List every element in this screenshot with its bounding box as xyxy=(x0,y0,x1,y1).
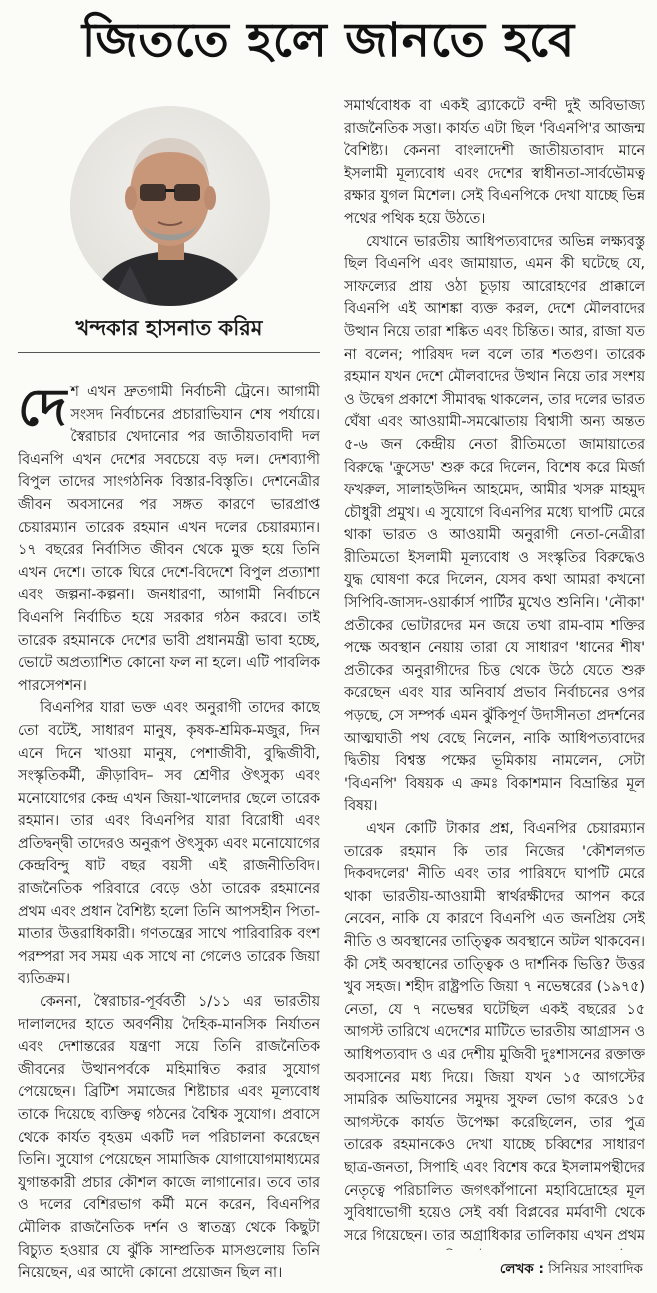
article-column-left xyxy=(18,381,320,1285)
author-byline: খন্দকার হাসনাত করিম xyxy=(75,316,263,340)
article-paragraph: সমার্থবোধক বা একই ব্র্যাকেটে বন্দী দুই অবিভাজ্য রাজনৈতিক সত্তা। কার্যত এটা ছিল 'বিএনপি'র আজন্ম বৈশিষ্ট্য। কেননা বাংলাদেশী জাতীয়তাবাদ মানে ইসলামী মূল্যবোধ এবং দেশের স্বাধীনতা-সার্বভৌমত্ব রক্ষার যুগল মিশেল। সেই বিএনপিকে দেখা যাচ্ছে ভিন্ন পথের পথিক হয়ে উঠতে। xyxy=(344,98,645,227)
article-paragraph xyxy=(344,818,645,1250)
author-note-label: লেখক : xyxy=(499,1261,544,1277)
byline-divider xyxy=(18,352,320,353)
article-paragraph: কেননা, স্বৈরাচার-পূর্ববর্তী ১/১১ এর ভারতীয় দালালদের হাতে অবর্ণনীয় দৈহিক-মানসিক নির্যাতন এবং দেশান্তরের যন্ত্রণা সয়ে তিনি রাজনৈতিক জীবনের উত্থানপর্বকে মহিমান্বিত করার সুযোগ পেয়েছেন। ব্রিটিশ সমাজের শিষ্টাচার এবং মূল্যবোধ তাকে দিয়েছে ব্যক্তিত্ব গঠনের বৈশ্বিক সুযোগ। প্রবাসে থেকে কার্যত বৃহত্তম একটি দল পরিচালনা করেছেন তিনি। সুযোগ পেয়েছেন সামাজিক যোগাযোগমাধ্যমের যুগান্তকারী প্রচার কৌশল কাজে লাগানোর। তবে তার ও দলের বেশিরভাগ কর্মী মনে করেন, বিএনপির মৌলিক রাজনৈতিক দর্শন ও স্বাতন্ত্র্য থেকে কিছুটা বিচ্যুত হওয়ার যে ঝুঁকি সাম্প্রতিক মাসগুলোয় তিনি নিয়েছেন, এর আদৌ কোনো প্রয়োজন ছিল না। xyxy=(18,994,320,1282)
headline: জিততে হলে জানতে হবে xyxy=(81,13,576,68)
author-photo xyxy=(70,106,270,306)
article-column-right xyxy=(344,95,645,1250)
author-note xyxy=(500,1258,643,1280)
article-paragraph: যেখানে ভারতীয় আধিপত্যবাদের অভিন্ন লক্ষ্যবস্তু ছিল বিএনপি এবং জামায়াত, এমন কী ঘটেছে যে, সাফল্যের প্রায় ওঠা চূড়ায় আরোহণের প্রাক্কালে বিএনপি এই আশঙ্কা ব্যক্ত করল, দেশে মৌলবাদের উত্থান নিয়ে তারা শঙ্কিত এবং চিন্তিত। আর, রাজা যত না বলেন; পারিষদ দল বলে তার শতগুণ। তারেক রহমান যখন দেশে মৌলবাদের উত্থান নিয়ে তার সংশয় ও উদ্বেগ প্রকাশে সীমাবদ্ধ থাকলেন, তার দলের ভারত ঘেঁষা এবং আওয়ামী-সমঝোতায় বিশ্বাসী অন্য অন্তত ৫-৬ জন কেন্দ্রীয় নেতা রীতিমতো জামায়াতের বিরুদ্ধে 'ক্রুসেড' শুরু করে দিলেন, বিশেষ করে মির্জা ফখরুল, সালাহউদ্দিন আহমেদ, আমীর খসরু মাহমুদ চৌধুরী প্রমুখ। এ সুযোগে বিএনপির মধ্যে ঘাপটি মেরে থাকা ভারত ও আওয়ামী অনুরাগী নেতা-নেত্রীরা রীতিমতো ইসলামী মূল্যবোধ ও সংস্কৃতির বিরুদ্ধেও যুদ্ধ ঘোষণা করে দিলেন, যেসব কথা আমরা কখনো সিপিবি-জাসদ-ওয়ার্কার্স পার্টির মুখেও শুনিনি। 'নৌকা' প্রতীকের ভোটারদের মন জয়ে তথা রাম-বাম শক্তির পক্ষে অবস্থান নেয়ায় তারা যে সাধারণ 'ধানের শীষ' প্রতীকের অনুরাগীদের চিত্ত থেকে উঠে যেতে শুরু করেছেন এবং যার অনিবার্য প্রভাব নির্বাচনের ওপর পড়ছে, সে সম্পর্ক এমন ঝুঁকিপূর্ণ উদাসীনতা প্রদর্শনের আত্মঘাতী পথ বেছে নিলেন, নাকি আধিপত্যবাদের দ্বিতীয় বিশ্বস্ত পক্ষের ভূমিকায় নামলেন, সেটা 'বিএনপি' বিষয়ক এ ক্রমঃ বিকাশমান বিভ্রান্তির মূল বিষয়। xyxy=(344,233,645,815)
drop-cap: দে xyxy=(18,381,67,438)
author-note-value: সিনিয়র সাংবাদিক xyxy=(548,1261,643,1277)
article-paragraph: বিএনপির যারা ভক্ত এবং অনুরাগী তাদের কাছে তো বটেই, সাধারণ মানুষ, কৃষক-শ্রমিক-মজুর, দিন এনে দিনে খাওয়া মানুষ, পেশাজীবী, বুদ্ধিজীবী, সংস্কৃতিকর্মী, ক্রীড়াবিদ– সব শ্রেণীর ঔৎসুক্য এবং মনোযোগের কেন্দ্র এখন জিয়া-খালেদার ছেলে তারেক রহমান। তার এবং বিএনপির যারা বিরোধী এবং প্রতিদ্বন্দ্বী তাদেরও অনুরূপ ঔৎসুক্য এবং মনোযোগের কেন্দ্রবিন্দু ষাট বছর বয়সী এই রাজনীতিবিদ। রাজনৈতিক পরিবারে বেড়ে ওঠা তারেক রহমানের প্রথম এবং প্রধান বৈশিষ্ট্য হলো তিনি আপসহীন পিতা-মাতার উত্তরাধিকারী। গণতন্ত্রের সাথে পারিবারিক বংশ পরম্পরা সব সময় এক সাথে না গেলেও তারেক জিয়া ব্যতিক্রম। xyxy=(18,700,320,988)
paragraph-text: এখন কোটি টাকার প্রশ্ন, বিএনপির চেয়ারম্যান তারেক রহমান কি তার নিজের 'কৌশলগত দিকবদলের' নীতি এবং তার পারিষদে ঘাপটি মেরে থাকা ভারতীয়-আওয়ামী স্বার্থরক্ষীদের আপন করে নেবেন, নাকি যে কারণে বিএনপি এত জনপ্রিয় সেই নীতি ও অবস্থানের তাত্ত্বিক অবস্থানে অটল থাকবেন। কী সেই অবস্থানের তাত্ত্বিক ও দার্শনিক ভিত্তি? উত্তর খুব সহজ। শহীদ রাষ্ট্রপতি জিয়া ৭ নভেম্বরের (১৯৭৫) নেতা, যে ৭ নভেম্বর ঘটেছিল একই বছরের ১৫ আগস্ট তারিখে এদেশের মাটিতে ভারতীয় আগ্রাসন ও আধিপত্যবাদ ও এর দেশীয় মুজিবী দুঃশাসনের রক্তাক্ত অবসানের মধ্য দিয়ে। জিয়া যখন ১৫ আগস্টের সামরিক অভিযানের সমুদয় সুফল ভোগ করেও ১৫ আগস্টকে কার্যত উপেক্ষা করেছিলেন, তার পুত্র তারেক রহমানকেও দেখা যাচ্ছে চব্বিশের সাধারণ ছাত্র-জনতা, সিপাহি এবং বিশেষ করে ইসলামপন্থীদের নেতৃত্বে পরিচালিত জগৎকাঁপানো মহাবিদ্রোহের মূল সুবিধাভোগী হয়েও সেই বর্ষা বিপ্লবের মর্মবাণী থেকে সরে গিয়েছেন। তার অগ্রাধিকার তালিকায় এখন প্রথম xyxy=(344,821,645,1244)
author-portrait-image xyxy=(70,106,270,306)
paragraph-text: শ এখন দ্রুতগামী নির্বাচনী ট্রেনে। আগামী সংসদ নির্বাচনের প্রচারাভিযান শেষ পর্যায়ে। স্বৈরাচার খেদানোর পর জাতীয়তাবাদী দল বিএনপি এখন দেশের সবচেয়ে বড় দল। দেশব্যাপী বিপুল তাদের সাংগঠনিক বিস্তার-বিস্তৃতি। দেশনেত্রীর জীবন অবসানের পর সঙ্গত কারণে ভারপ্রাপ্ত চেয়ারম্যান তারেক রহমান এখন দলের চেয়ারম্যান। ১৭ বছরের নির্বাসিত জীবন থেকে মুক্ত হয়ে তিনি এখন দেশে। তাকে ঘিরে দেশে-বিদেশে বিপুল প্রত্যাশা এবং জল্পনা-কল্পনা। জনধারণা, আগামী নির্বাচনে বিএনপি নির্বাচিত হয়ে সরকার গঠন করবে। তাই তারেক রহমানকে দেশের ভাবী প্রধানমন্ত্রী ভাবা হচ্ছে, ভোটে অপ্রত্যাশিত কোনো ফল না হলে। এটি পাবলিক পারসেপশন। xyxy=(18,384,320,694)
article-paragraph xyxy=(18,381,320,697)
